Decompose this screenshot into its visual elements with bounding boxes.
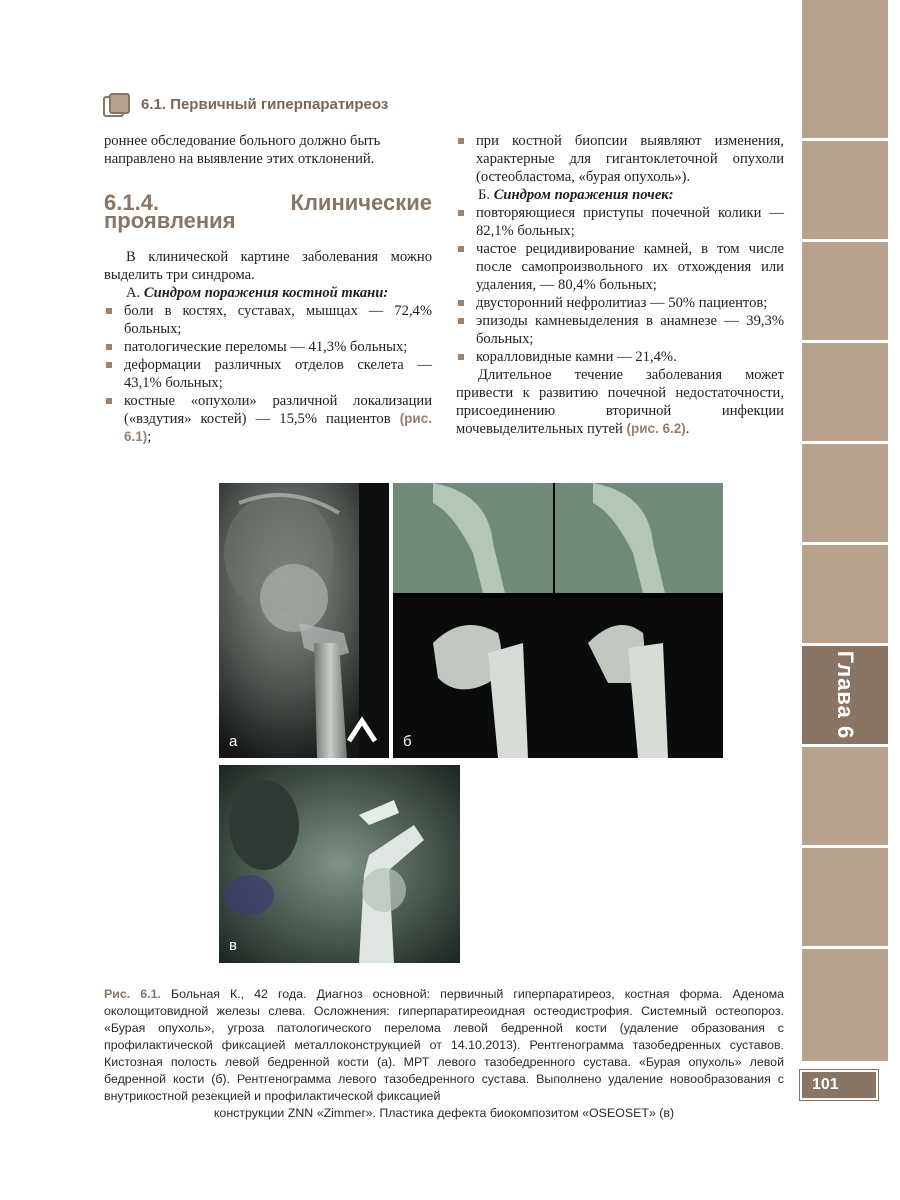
syndrome-b-list xyxy=(456,204,784,366)
chapter-tab[interactable] xyxy=(802,949,888,1064)
list-item: повторяющиеся приступы почечной колики — 82,1% больных; xyxy=(456,204,784,240)
list-item: при костной биопсии выявляют изменения, характерные для гигантоклеточной опухоли (остеобластома, «бурая опухоль»). xyxy=(456,132,784,186)
list-item: патологические переломы — 41,3% больных; xyxy=(104,338,432,356)
list-item: деформации различных отделов скелета — 43,1% больных; xyxy=(104,356,432,392)
caption-label: Рис. 6.1. xyxy=(104,987,161,1001)
xray-image-c xyxy=(219,765,460,963)
mri-b-drawing xyxy=(393,483,723,758)
running-header-title: 6.1. Первичный гиперпаратиреоз xyxy=(141,95,389,113)
chapter-label xyxy=(802,645,888,745)
syndrome-a-heading: А. Синдром поражения костной ткани: xyxy=(126,285,389,301)
panel-label-b: б xyxy=(403,733,412,750)
chapter-tab[interactable] xyxy=(802,444,888,545)
chapter-tab[interactable] xyxy=(802,848,888,949)
panel-label-c: в xyxy=(229,937,237,954)
caption-text: Больная К., 42 года. Диагноз основной: первичный гиперпаратиреоз, костная форма. Аденома околощитовидной железы слева. Осложнения: гиперпаратиреоидная остеодистрофия. Системный остеопороз. «Бурая опухоль», угроза патологического перелома левой бедренной кости (удаление образования с профилактической фиксацией металлоконструкцией от 14.10.2013). Рентгенограмма тазобедренных суставов. Кистозная полость левой бедренной кости (а). МРТ левого тазобедренного сустава. «Бурая опухоль» левой бедренной кости (б). Рентгенограмма левого тазобедренного сустава. Выполнено удаление новообразования с внутрикостной резекцией и профилактической фиксацией xyxy=(104,987,784,1103)
intro-paragraph: В клинической картине заболевания можно выделить три синдрома. xyxy=(104,249,432,283)
chapter-label-text: Глава 6 xyxy=(833,650,858,740)
page-number: 101 xyxy=(800,1070,878,1100)
xray-a-drawing xyxy=(219,483,389,758)
intro-line: направлено на выявление этих отклонений. xyxy=(104,151,375,167)
figure-ref-link[interactable]: (рис. 6.1) xyxy=(124,411,432,444)
right-column xyxy=(456,132,784,438)
chapter-tabs xyxy=(802,0,900,1200)
syndrome-b-heading: Б. Синдром поражения почек: xyxy=(478,187,674,203)
left-column xyxy=(104,132,432,446)
chapter-tab[interactable] xyxy=(802,242,888,343)
syndrome-a-list xyxy=(104,302,432,446)
caption-last-line: конструкции ZNN «Zimmer». Пластика дефекта биокомпозитом «OSEOSET» (в) xyxy=(213,1106,675,1120)
chapter-tab[interactable] xyxy=(802,747,888,848)
panel-label-a: а xyxy=(229,733,238,750)
list-item: частое рецидивирование камней, в том числе после самопроизвольного их отхождения или удаления, — 80,4% больных; xyxy=(456,240,784,294)
figure-ref-link[interactable]: (рис. 6.2) xyxy=(626,421,686,436)
list-item: боли в костях, суставах, мышцах — 72,4% больных; xyxy=(104,302,432,338)
list-item: двусторонний нефролитиаз — 50% пациентов; xyxy=(456,294,784,312)
xray-c-drawing xyxy=(219,765,460,963)
figure-caption xyxy=(104,986,784,1122)
running-header xyxy=(103,93,388,115)
chapter-tab[interactable] xyxy=(802,343,888,444)
xray-image-a xyxy=(219,483,389,758)
list-item: эпизоды камневыделения в анамнезе — 39,3% больных; xyxy=(456,312,784,348)
chapter-tab[interactable] xyxy=(802,545,888,646)
section-icon xyxy=(103,93,129,115)
list-item: костные «опухоли» различной локализации («вздутия» костей) — 15,5% пациентов (рис. 6.1); xyxy=(104,392,432,446)
mri-image-b xyxy=(393,483,723,758)
section-title: 6.1.4. Клинические проявления xyxy=(104,190,432,233)
chapter-tab[interactable] xyxy=(802,0,888,141)
syndrome-a-list-cont xyxy=(456,132,784,186)
list-item: коралловидные камни — 21,4%. xyxy=(456,348,784,366)
closing-paragraph: Длительное течение заболевания может привести к развитию почечной недостаточности, присоединению вторичной инфекции мочевыделительных путей (рис. 6.2). xyxy=(456,367,784,437)
chapter-tab[interactable] xyxy=(802,141,888,242)
intro-line: роннее обследование больного должно быть xyxy=(104,133,381,149)
